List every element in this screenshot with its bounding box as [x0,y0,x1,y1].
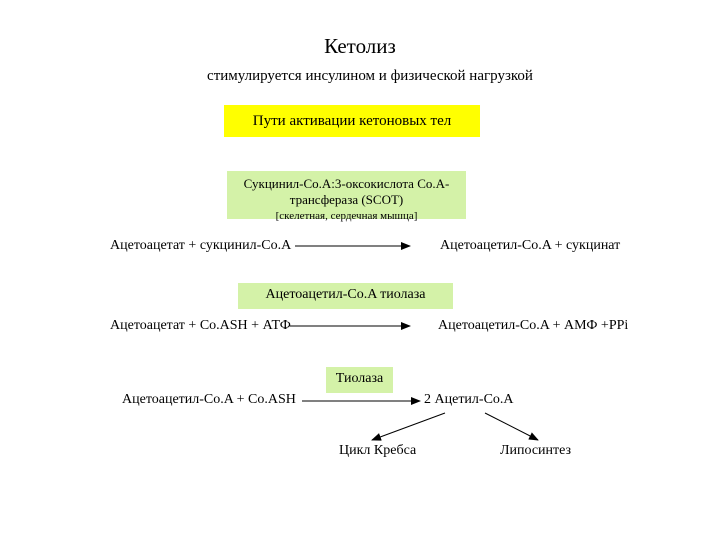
reaction1-products: Ацетоацетил-Co.A + сукцинат [440,238,621,253]
reaction3-products: 2 Ацетил-Co.A [424,392,514,407]
lipogenesis-label: Липосинтез [500,443,572,458]
activation-pathways-label: Пути активации кетоновых тел [252,113,452,129]
lipogenesis-branch-arrow [485,413,538,440]
reaction1-substrates: Ацетоацетат + сукцинил-Co.A [110,238,292,253]
krebs-cycle-label: Цикл Кребса [339,443,417,458]
scot-enzyme-line2: трансфераза (SCOT) [289,192,404,207]
reaction3-substrates: Ацетоацетил-Co.A + Co.ASH [122,392,296,407]
diagram-title: Кетолиз [324,34,396,58]
thiolase-enzyme-label: Ацетоацетил-Co.A тиолаза [265,287,426,302]
krebs-branch-arrow [372,413,445,440]
thiolase-label: Тиолаза [335,371,384,386]
diagram-subtitle: стимулируется инсулином и физической нагрузкой [207,68,533,84]
scot-enzyme-line1: Сукцинил-Co.A:3-оксокислота Co.A- [243,176,450,191]
scot-tissue-note: [скелетная, сердечная мышца] [275,210,418,222]
reaction2-substrates: Ацетоацетат + Co.ASH + АТФ [110,318,291,333]
reaction2-products: Ацетоацетил-Co.A + АМФ +PPi [438,318,629,333]
